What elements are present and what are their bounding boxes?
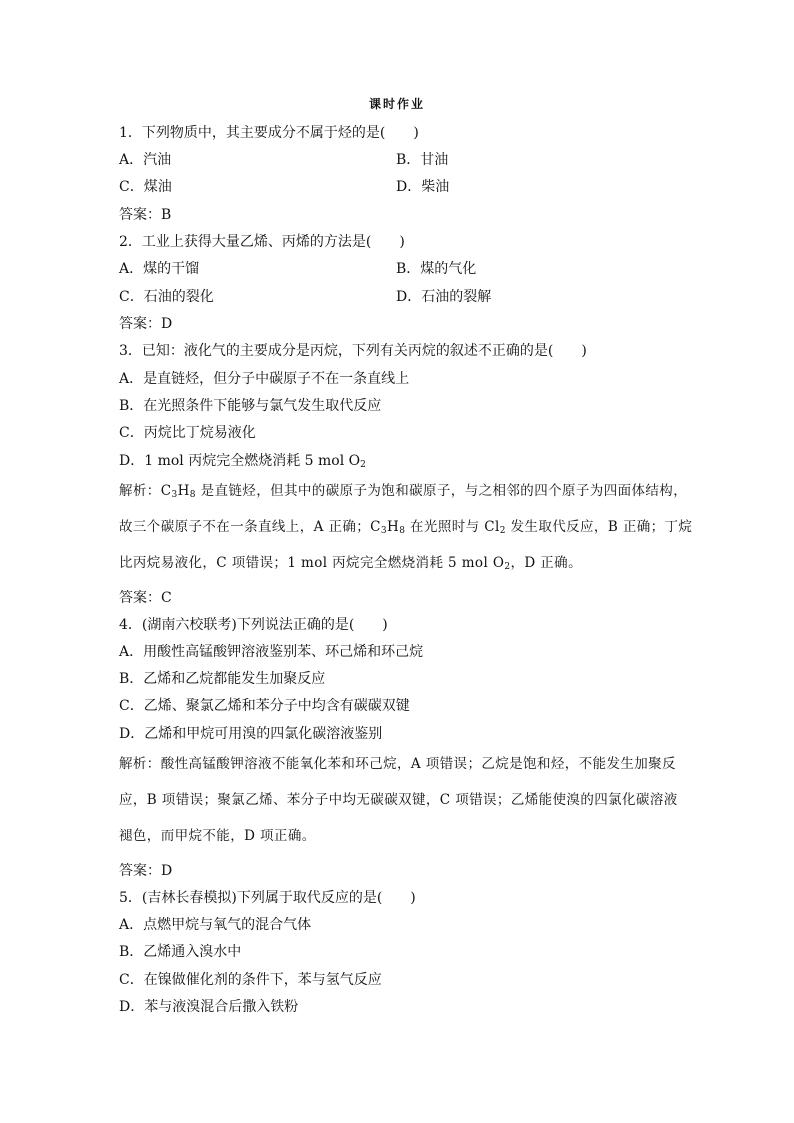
question-1-option-d: D．柴油: [396, 179, 450, 195]
question-5-option-a: A．点燃甲烷与氧气的混合气体: [119, 917, 312, 933]
question-5-option-b: B．乙烯通入溴水中: [119, 944, 242, 960]
explanation-text: 发生取代反应，B 正确；丁烷: [505, 519, 693, 535]
question-3-option-a: A．是直链烃，但分子中碳原子不在一条直线上: [119, 371, 410, 387]
question-3-explanation-line-3: [119, 554, 582, 572]
subscript: 3: [380, 526, 388, 536]
question-2-option-d: D．石油的裂解: [396, 289, 492, 305]
question-3-option-d: [119, 452, 366, 470]
question-4-explanation-line-3: 褪色，而甲烷不能，D 项正确。: [119, 828, 316, 844]
explanation-text: 在光照时与 Cl: [405, 519, 500, 535]
explanation-text: ，D 正确。: [510, 555, 582, 571]
question-3-answer: 答案：C: [119, 590, 172, 606]
explanation-text: H: [177, 483, 190, 499]
question-4-option-d: D．乙烯和甲烷可用溴的四氯化碳溶液鉴别: [119, 726, 383, 742]
question-3-option-b: B．在光照条件下能够与氯气发生取代反应: [119, 398, 382, 414]
question-4-option-a: A．用酸性高锰酸钾溶液鉴别苯、环己烯和环己烷: [119, 644, 424, 660]
question-5-stem: 5．(吉林长春模拟)下列属于取代反应的是( ): [119, 890, 416, 906]
explanation-text: 解析：C: [119, 483, 172, 499]
subscript: 2: [360, 460, 366, 470]
question-3-explanation-line-1: [119, 482, 687, 500]
question-5-option-d: D．苯与液溴混合后撒入铁粉: [119, 999, 299, 1015]
subscript: 2: [504, 562, 511, 572]
question-3-stem: 3．已知：液化气的主要成分是丙烷，下列有关丙烷的叙述不正确的是( ): [119, 343, 587, 359]
question-4-stem: 4．(湖南六校联考)下列说法正确的是( ): [119, 617, 388, 633]
question-3-option-c: C．丙烷比丁烷易液化: [119, 425, 256, 441]
question-4-option-b: B．乙烯和乙烷都能发生加聚反应: [119, 671, 326, 687]
question-3-explanation-line-2: [119, 518, 692, 536]
explanation-text: 比丙烷易液化，C 项错误；1 mol 丙烷完全燃烧消耗 5 mol O: [119, 555, 505, 571]
question-1-stem: 1．下列物质中，其主要成分不属于烃的是( ): [119, 125, 419, 141]
subscript: 3: [171, 490, 178, 500]
question-2-answer: 答案：D: [119, 316, 173, 332]
question-1-option-c: C．煤油: [119, 179, 172, 195]
subscript: 8: [189, 490, 196, 500]
explanation-text: H: [387, 519, 400, 535]
question-2-stem: 2．工业上获得大量乙烯、丙烯的方法是( ): [119, 234, 405, 250]
question-5-option-c: C．在镍做催化剂的条件下，苯与氢气反应: [119, 972, 382, 988]
question-4-explanation-line-1: 解析：酸性高锰酸钾溶液不能氧化苯和环己烷，A 项错误；乙烷是饱和烃，不能发生加聚反: [119, 756, 676, 772]
question-4-explanation-line-2: 应，B 项错误；聚氯乙烯、苯分子中均无碳碳双键，C 项错误；乙烯能使溴的四氯化碳溶液: [119, 792, 678, 808]
subscript: 2: [499, 526, 506, 536]
question-1-option-a: A．汽油: [119, 152, 172, 168]
question-4-option-c: C．乙烯、聚氯乙烯和苯分子中均含有碳碳双键: [119, 698, 410, 714]
question-2-option-b: B．煤的气化: [396, 261, 477, 277]
question-2-option-a: A．煤的干馏: [119, 261, 200, 277]
subscript: 8: [399, 526, 406, 536]
question-1-option-b: B．甘油: [396, 152, 449, 168]
question-1-answer: 答案：B: [119, 207, 172, 223]
option-d-text: D．1 mol 丙烷完全燃烧消耗 5 mol O: [119, 453, 361, 469]
explanation-text: 故三个碳原子不在一条直线上，A 正确；C: [119, 519, 381, 535]
question-2-option-c: C．石油的裂化: [119, 289, 214, 305]
question-4-answer: 答案：D: [119, 863, 173, 879]
page-title: 课时作业: [368, 97, 425, 111]
explanation-text: 是直链烃，但其中的碳原子为饱和碳原子，与之相邻的四个原子为四面体结构，: [195, 483, 688, 499]
